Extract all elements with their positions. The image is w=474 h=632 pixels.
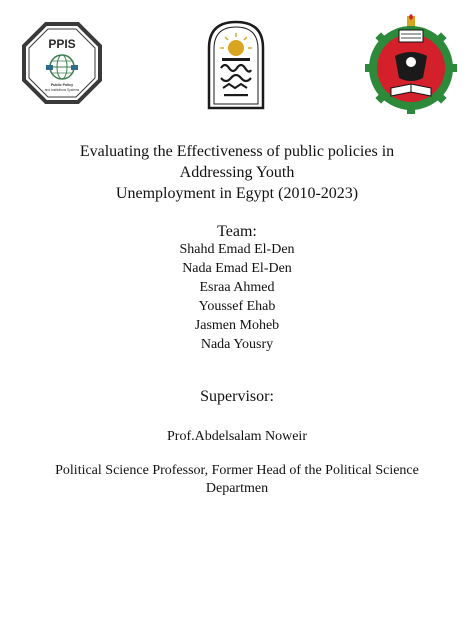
logo-row [0,12,474,112]
torch-icon [407,14,415,26]
team-member: Nada Yousry [200,337,274,352]
team-heading: Team: [217,223,257,240]
team-member: Jasmen Moheb [194,318,280,333]
supervisor-name: Prof.Abdelsalam Noweir [167,429,307,444]
title-line: Addressing Youth [179,164,295,181]
title-line: Evaluating the Effectiveness of public policies in [79,143,395,160]
supervisor-heading: Supervisor: [200,388,274,405]
team-member: Esraa Ahmed [199,280,275,295]
assiut-university-logo [205,18,267,110]
supervisor-role [0,462,474,498]
faculty-emblem-logo [365,14,457,116]
team-member: Nada Emad El-Den [182,261,292,276]
ppis-caption: Public Policy [50,83,74,87]
ppis-logo [22,22,102,104]
team-member: Youssef Ehab [198,299,276,314]
title-line: Unemployment in Egypt (2010-2023) [115,185,359,202]
team-member: Shahd Emad El-Den [179,242,295,257]
document-title [0,141,474,204]
supervisor-role-line: Departmen [205,481,269,496]
supervisor-role-line: Political Science Professor, Former Head of the Political Science [55,463,419,478]
ppis-caption: and Institutions Systems [44,88,80,92]
ppis-logo-text: PPIS [48,37,76,51]
